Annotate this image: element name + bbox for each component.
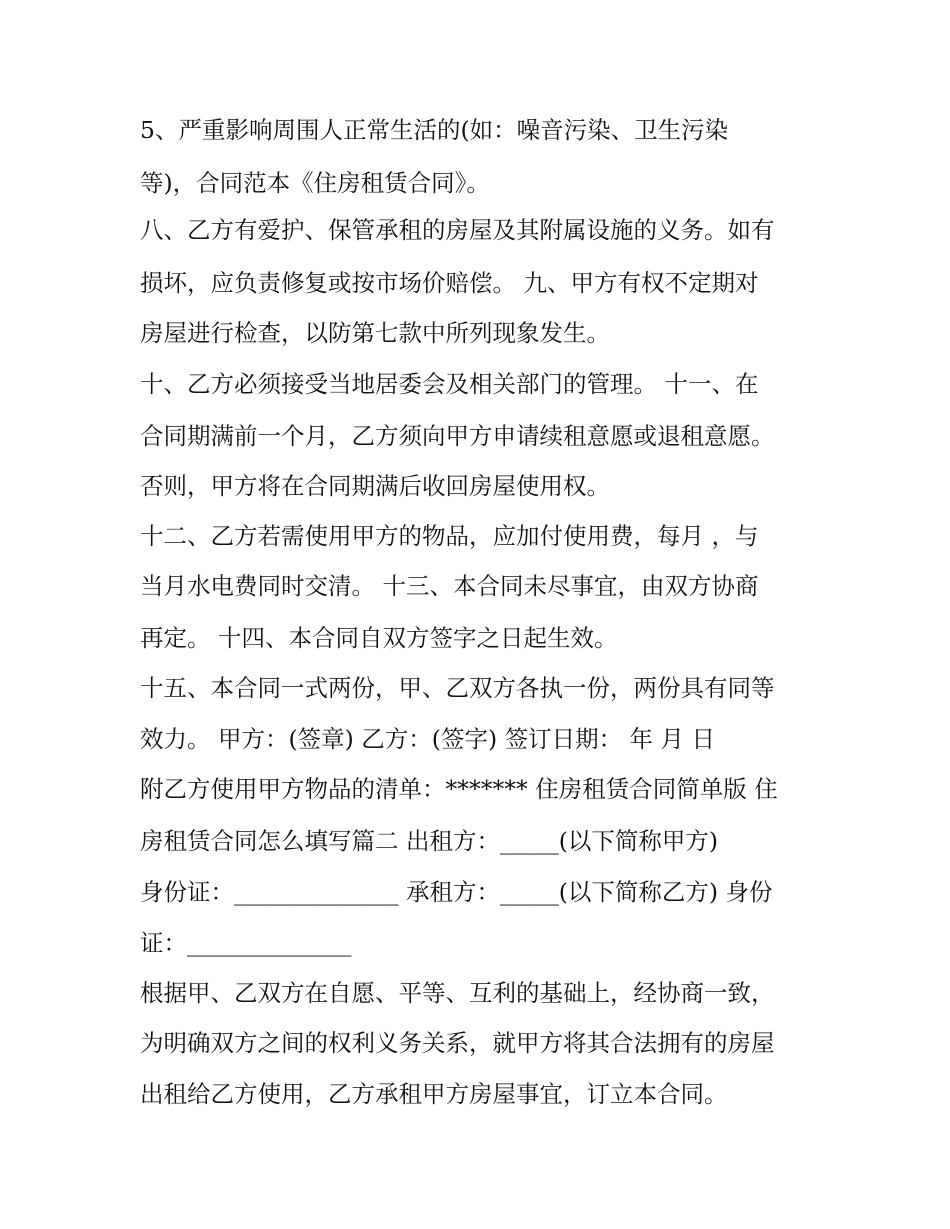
text-line: 十二、乙方若需使用甲方的物品，应加付使用费，每月 ，与 <box>140 522 759 550</box>
text-line: 根据甲、乙双方在自愿、平等、互利的基础上，经协商一致， <box>140 979 775 1007</box>
text-line: 否则，甲方将在合同期满后收回房屋使用权。 <box>140 472 610 500</box>
text-line: 合同期满前一个月，乙方须向甲方申请续租意愿或退租意愿。 <box>140 422 775 450</box>
text-line: 八、乙方有爱护、保管承租的房屋及其附属设施的义务。如有 <box>140 216 775 244</box>
text-line: 出租给乙方使用，乙方承租甲方房屋事宜，订立本合同。 <box>140 1080 728 1108</box>
text-line: 证：______________ <box>140 929 352 957</box>
text-line: 房租赁合同怎么填写篇二 出租方：_____(以下简称甲方) <box>140 827 719 855</box>
text-line: 效力。 甲方：(签章) 乙方：(签字) 签订日期： 年 月 日 <box>140 725 715 753</box>
text-line: 损坏，应负责修复或按市场价赔偿。 九、甲方有权不定期对 <box>140 269 759 297</box>
text-line: 十五、本合同一式两份，甲、乙双方各执一份，两份具有同等 <box>140 674 775 702</box>
text-line: 为明确双方之间的权利义务关系，就甲方将其合法拥有的房屋 <box>140 1029 775 1057</box>
text-line: 附乙方使用甲方物品的清单：******* 住房租赁合同简单版 住 <box>140 775 778 803</box>
text-line: 房屋进行检查，以防第七款中所列现象发生。 <box>140 319 610 347</box>
text-line: 当月水电费同时交清。 十三、本合同未尽事宜，由双方协商 <box>140 572 759 600</box>
text-line: 再定。 十四、本合同自双方签字之日起生效。 <box>140 624 618 652</box>
text-line: 身份证：______________ 承租方：_____(以下简称乙方) 身份 <box>140 878 773 906</box>
text-line: 十、乙方必须接受当地居委会及相关部门的管理。 十一、在 <box>140 370 759 398</box>
text-line: 5、严重影响周围人正常生活的(如：噪音污染、卫生污染 <box>140 116 729 144</box>
text-line: 等)，合同范本《住房租赁合同》。 <box>140 169 490 197</box>
